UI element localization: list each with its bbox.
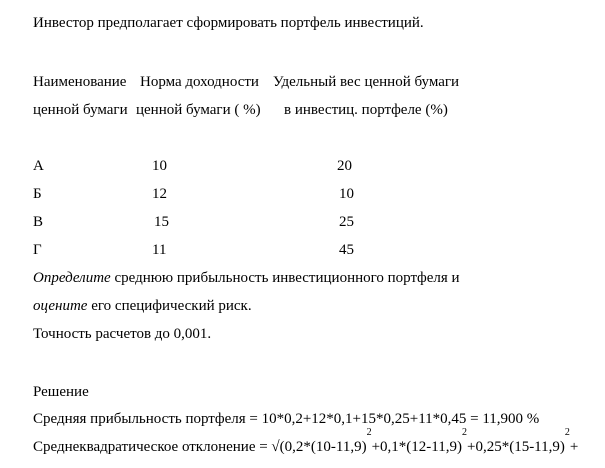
row-name: Б bbox=[33, 186, 42, 202]
task-line-2-text: его специфический риск. bbox=[87, 298, 252, 314]
header-name-line2: ценной бумаги bbox=[33, 102, 128, 118]
mean-return-line: Средняя прибыльность портфеля = 10*0,2+12*0,1+15*0,25+11*0,45 = 11,900 % bbox=[33, 411, 540, 427]
row-rate: 12 bbox=[152, 186, 167, 202]
row-name: Г bbox=[33, 242, 42, 258]
row-rate: 10 bbox=[152, 158, 167, 174]
sd-end: + bbox=[569, 439, 579, 455]
solution-heading: Решение bbox=[33, 384, 89, 400]
sd-prefix: Среднеквадратическое отклонение = √(0,2*(10-11,9) bbox=[33, 439, 367, 455]
accuracy-note: Точность расчетов до 0,001. bbox=[33, 326, 212, 342]
row-weight: 10 bbox=[339, 186, 354, 202]
task-line-1-text: среднюю прибыльность инвестиционного портфеля и bbox=[110, 270, 460, 286]
sd-part-3: +0,25*(15-11,9) bbox=[466, 439, 565, 455]
header-name-line1: Наименование bbox=[33, 74, 127, 90]
header-weight-line2: в инвестиц. портфеле (%) bbox=[284, 102, 448, 118]
exponent: 2 bbox=[461, 427, 467, 438]
task-verb-determine: Определите bbox=[33, 270, 111, 286]
row-weight: 25 bbox=[339, 214, 354, 230]
task-line-2 bbox=[33, 297, 252, 315]
row-weight: 45 bbox=[339, 242, 354, 258]
exponent: 2 bbox=[564, 427, 570, 438]
std-deviation-line bbox=[33, 427, 579, 456]
header-rate-line2: ценной бумаги ( %) bbox=[136, 102, 261, 118]
header-rate-line1: Норма доходности bbox=[140, 74, 259, 90]
exponent: 2 bbox=[366, 427, 372, 438]
sd-part-2: +0,1*(12-11,9) bbox=[371, 439, 462, 455]
row-rate: 11 bbox=[152, 242, 167, 258]
task-line-1 bbox=[33, 269, 460, 287]
row-name: А bbox=[33, 158, 44, 174]
task-verb-estimate: оцените bbox=[33, 298, 88, 314]
row-weight: 20 bbox=[337, 158, 352, 174]
row-name: В bbox=[33, 214, 44, 230]
intro-text: Инвестор предполагает сформировать портфель инвестиций. bbox=[33, 15, 424, 31]
row-rate: 15 bbox=[154, 214, 169, 230]
header-weight-line1: Удельный вес ценной бумаги bbox=[273, 74, 460, 90]
